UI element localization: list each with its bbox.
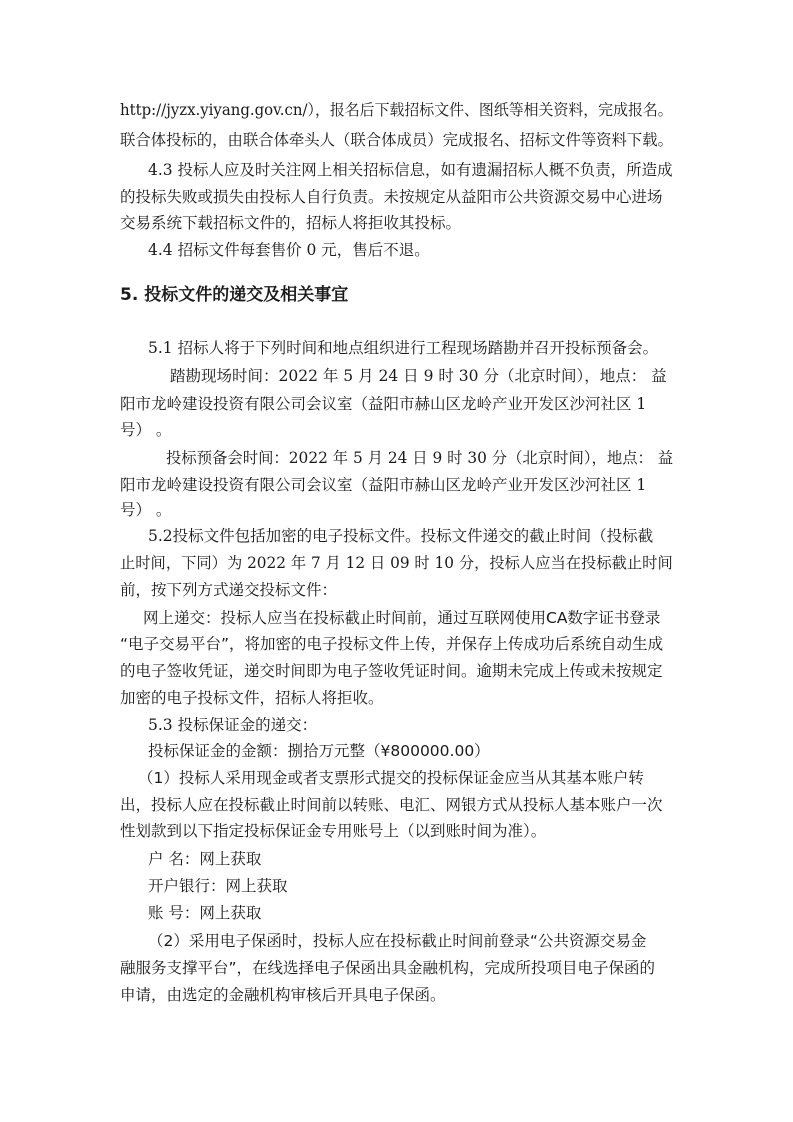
text-line: 5.1 招标人将于下列时间和地点组织进行工程现场踏勘并召开投标预备会。 (148, 339, 659, 357)
text-line: 户 名：网上获取 (148, 850, 262, 868)
text-line: 投标保证金的金额：捌拾万元整（¥800000.00） (148, 742, 490, 760)
text-line: 前，按下列方式递交投标文件： (120, 581, 338, 599)
text-line: 阳市龙岭建设投资有限公司会议室（益阳市赫山区龙岭产业开发区沙河社区 1 (120, 476, 647, 494)
text-line: 4.3 投标人应及时关注网上相关招标信息，如有遗漏招标人概不负责，所造成 (148, 161, 673, 179)
text-line: 申请，由选定的金融机构审核后开具电子保函。 (120, 986, 446, 1004)
text-line: （2）采用电子保函时，投标人应在投标截止时间前登录“公共资源交易金 (148, 932, 647, 950)
text-line: “电子交易平台”，将加密的电子投标文件上传，并保存上传成功后系统自动生成 (120, 635, 664, 653)
section-heading: 5. 投标文件的递交及相关事宜 (120, 285, 349, 305)
text-line: http://jyzx.yiyang.gov.cn/），报名后下载招标文件、图纸等相关资料，完成报名。 (120, 101, 673, 119)
text-line: 的投标失败或损失由投标人自行负责。未按规定从益阳市公共资源交易中心进场 (120, 188, 663, 206)
text-line: 性划款到以下指定投标保证金专用账号上（以到账时间为准）。 (120, 822, 547, 840)
text-line: 开户银行：网上获取 (148, 877, 288, 895)
text-line: 号） 。 (120, 421, 172, 439)
text-line: 5.2投标文件包括加密的电子投标文件。投标文件递交的截止时间（投标截 (148, 527, 654, 545)
text-line: 账 号：网上获取 (148, 904, 262, 922)
text-line: 出，投标人应在投标截止时间前以转账、电汇、网银方式从投标人基本账户一次 (120, 796, 663, 814)
text-line: 踏勘现场时间：2022 年 5 月 24 日 9 时 30 分（北京时间），地点： 益 (170, 367, 667, 385)
text-line: 止时间，下同）为 2022 年 7 月 12 日 09 时 10 分，投标人应当在投标截止时间 (120, 554, 673, 572)
text-line: 阳市龙岭建设投资有限公司会议室（益阳市赫山区龙岭产业开发区沙河社区 1 (120, 395, 647, 413)
text-line: 加密的电子投标文件，招标人将拒收。 (120, 689, 384, 707)
text-line: 交易系统下载招标文件的，招标人将拒收其投标。 (120, 214, 462, 232)
text-line: （1）投标人采用现金或者支票形式提交的投标保证金应当从其基本账户转 (138, 769, 644, 787)
text-line: 融服务支撑平台”，在线选择电子保函出具金融机构，完成所投项目电子保函的 (120, 959, 656, 977)
text-line: 5.3 投标保证金的递交： (148, 716, 318, 734)
text-line: 号） 。 (120, 501, 172, 519)
text-line: 的电子签收凭证，递交时间即为电子签收凭证时间。逾期未完成上传或未按规定 (120, 662, 663, 680)
text-line: 网上递交：投标人应当在投标截止时间前，通过互联网使用CA数字证书登录 (143, 609, 661, 627)
text-line: 联合体投标的，由联合体牵头人（联合体成员）完成报名、招标文件等资料下载。 (120, 131, 673, 149)
text-line: 投标预备会时间：2022 年 5 月 24 日 9 时 30 分（北京时间），地点： 益 (166, 449, 674, 467)
text-line: 4.4 招标文件每套售价 0 元，售后不退。 (148, 241, 430, 259)
